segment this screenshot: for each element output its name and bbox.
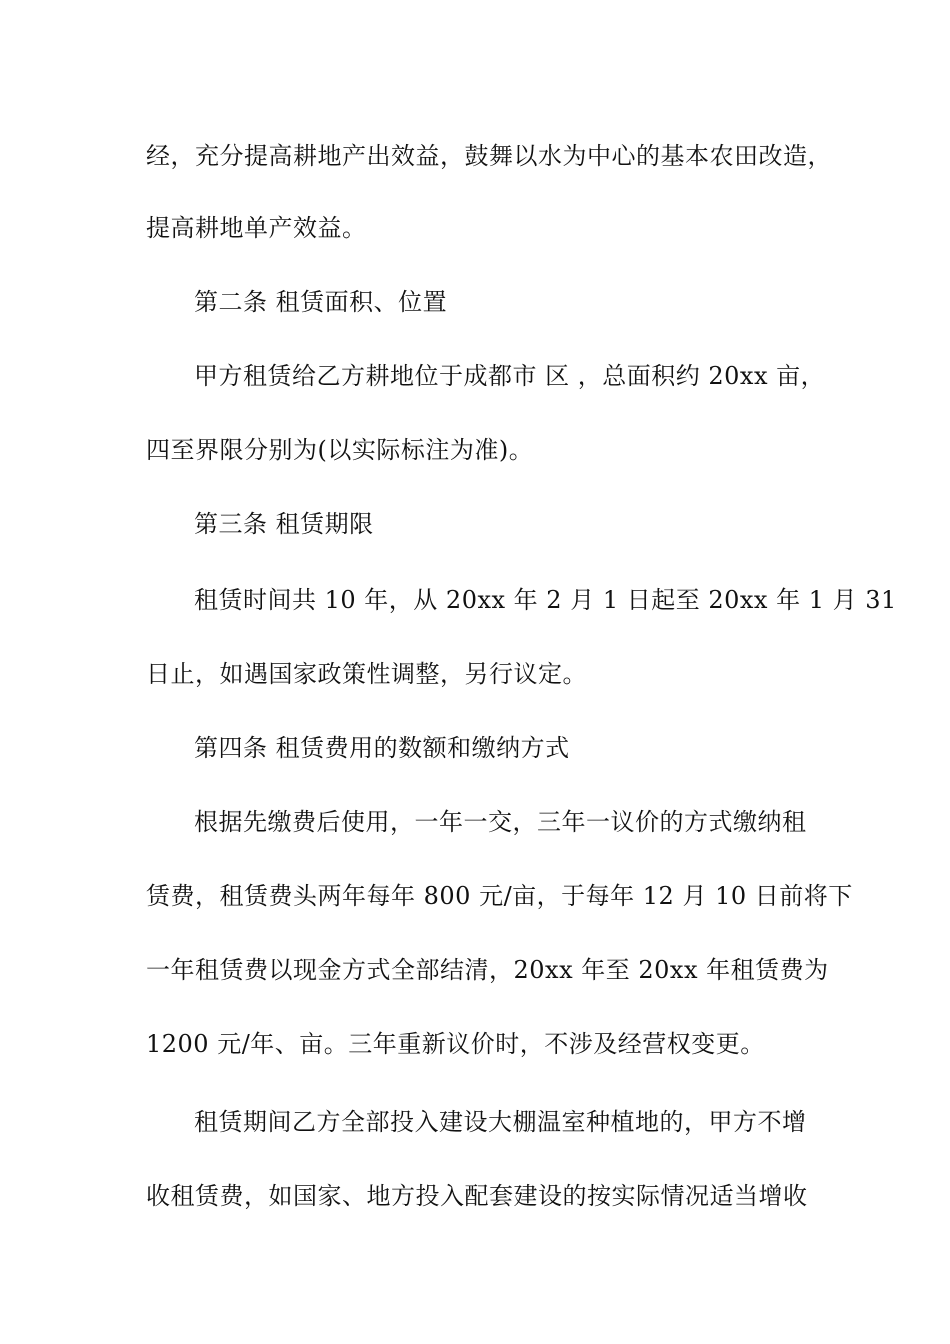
paragraph-line: 租赁时间共 10 年，从 20xx 年 2 月 1 日起至 20xx 年 1 月 31 — [194, 586, 897, 614]
paragraph-continuation-line: 提高耕地单产效益。 — [146, 214, 367, 242]
paragraph-continuation-line: 赁费，租赁费头两年每年 800 元/亩，于每年 12 月 10 日前将下 — [146, 882, 853, 910]
paragraph-line: 租赁期间乙方全部投入建设大棚温室种植地的，甲方不增 — [194, 1108, 807, 1136]
paragraph-line: 甲方租赁给乙方耕地位于成都市 区 ，总面积约 20xx 亩， — [194, 362, 826, 390]
section-heading-article-2: 第二条 租赁面积、位置 — [194, 288, 448, 316]
paragraph-continuation-line: 收租赁费，如国家、地方投入配套建设的按实际情况适当增收 — [146, 1182, 808, 1210]
section-heading-article-4: 第四条 租赁费用的数额和缴纳方式 — [194, 734, 570, 762]
paragraph-continuation-line: 四至界限分别为(以实际标注为准)。 — [146, 436, 534, 464]
paragraph-continuation-line: 日止，如遇国家政策性调整，另行议定。 — [146, 660, 587, 688]
section-heading-article-3: 第三条 租赁期限 — [194, 510, 374, 538]
paragraph-continuation-line: 经，充分提高耕地产出效益，鼓舞以水为中心的基本农田改造， — [146, 142, 832, 170]
paragraph-line: 根据先缴费后使用，一年一交，三年一议价的方式缴纳租 — [194, 808, 807, 836]
paragraph-continuation-line: 一年租赁费以现金方式全部结清，20xx 年至 20xx 年租赁费为 — [146, 956, 829, 984]
paragraph-continuation-line: 1200 元/年、亩。三年重新议价时，不涉及经营权变更。 — [146, 1030, 765, 1058]
